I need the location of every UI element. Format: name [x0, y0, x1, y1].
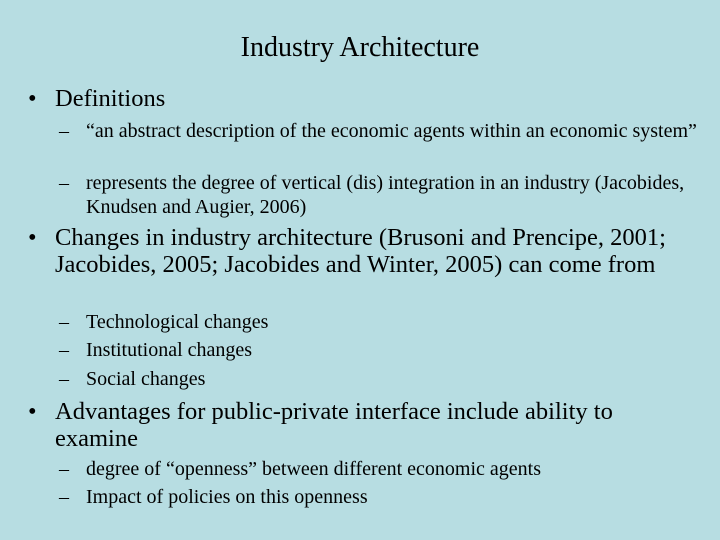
sub-bullet-marker: –: [59, 120, 69, 142]
sub-bullet-text: represents the degree of vertical (dis) integration in an industry (Jacobides, Knudsen and Augier, 2006): [86, 172, 685, 218]
sub-bullet-marker: –: [59, 368, 69, 390]
sub-bullet-technological: [59, 310, 709, 334]
bullet-text: Advantages for public-private interface include ability to examine: [55, 398, 613, 452]
bullet-marker: •: [28, 224, 37, 251]
sub-bullet-marker: –: [59, 458, 69, 480]
bullet-marker: •: [28, 398, 37, 425]
sub-bullet-marker: –: [59, 172, 69, 194]
slide-title-text: Industry Architecture: [240, 32, 480, 63]
sub-bullet-definition-integration: [59, 171, 709, 219]
sub-bullet-text: Impact of policies on this openness: [86, 486, 368, 508]
sub-bullet-marker: –: [59, 486, 69, 508]
sub-bullet-marker: –: [59, 339, 69, 361]
bullet-marker: •: [28, 85, 37, 112]
bullet-text: Changes in industry architecture (Brusoni and Prencipe, 2001; Jacobides, 2005; Jacobides and Winter, 2005) can come from: [55, 224, 666, 278]
sub-bullet-text: Technological changes: [86, 311, 269, 333]
sub-bullet-social: [59, 367, 709, 391]
sub-bullet-institutional: [59, 338, 709, 362]
bullet-changes: [28, 224, 700, 278]
sub-bullet-openness: [59, 457, 709, 481]
sub-bullet-definition-abstract: [59, 119, 709, 143]
bullet-text: Definitions: [55, 85, 166, 112]
sub-bullet-marker: –: [59, 311, 69, 333]
slide-title: [0, 31, 720, 65]
sub-bullet-policies: [59, 485, 709, 509]
sub-bullet-text: “an abstract description of the economic agents within an economic system”: [86, 120, 697, 142]
sub-bullet-text: Social changes: [86, 368, 206, 390]
sub-bullet-text: degree of “openness” between different economic agents: [86, 458, 541, 480]
bullet-definitions: [28, 85, 700, 112]
sub-bullet-text: Institutional changes: [86, 339, 253, 361]
bullet-advantages: [28, 398, 700, 452]
